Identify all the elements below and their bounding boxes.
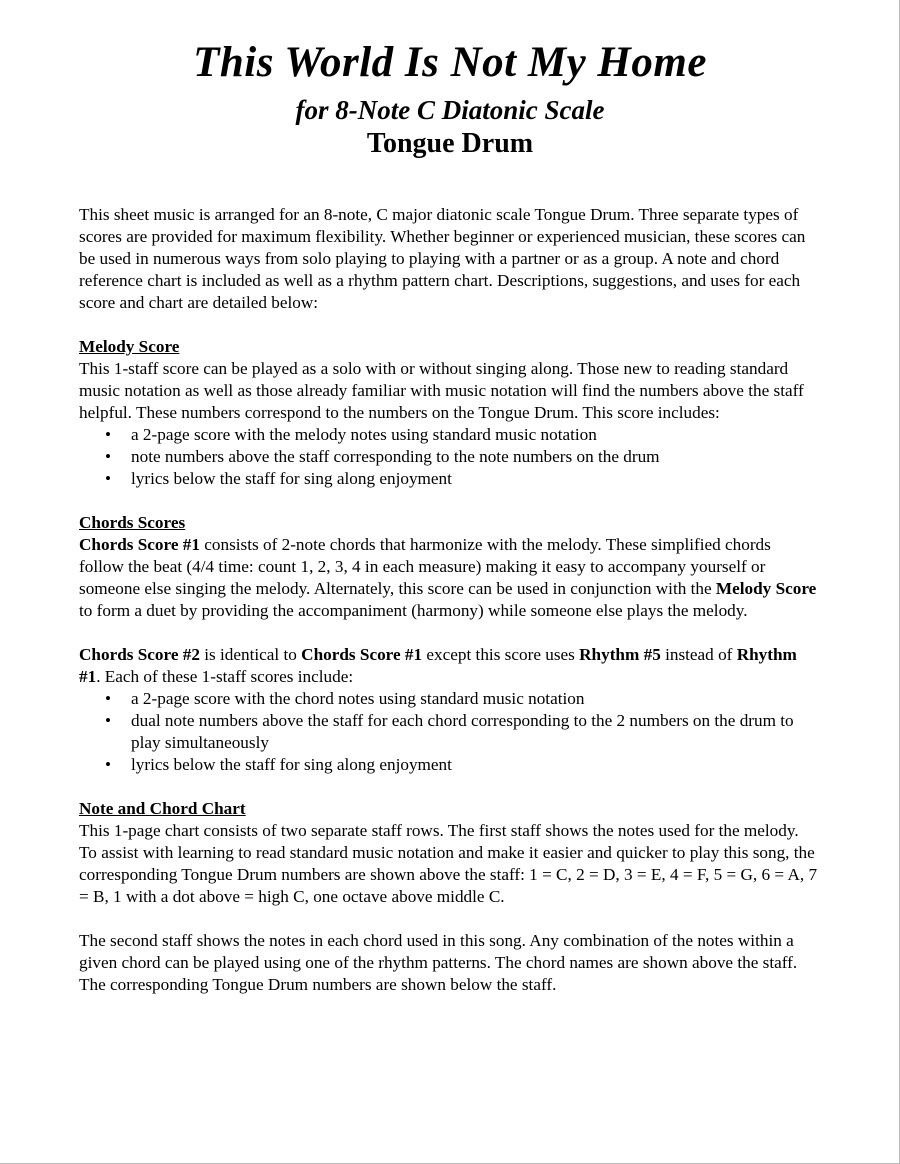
- list-item: • lyrics below the staff for sing along enjoyment: [131, 754, 819, 776]
- bold-term: Chords Score #1: [79, 535, 200, 554]
- list-item: • lyrics below the staff for sing along enjoyment: [131, 468, 819, 490]
- intro-paragraph: This sheet music is arranged for an 8-note, C major diatonic scale Tongue Drum. Three separate types of scores are provided for maximum flexibility. Whether beginner or experienced musician, these scores can be used in numerous ways from solo playing to playing with a partner or as a group. A note and chord reference chart is included as well as a rhythm pattern chart. Descriptions, suggestions, and uses for each score and chart are detailed below:: [79, 205, 806, 312]
- melody-score-heading: Melody Score: [79, 337, 180, 356]
- bold-term: Rhythm #1: [79, 645, 797, 686]
- melody-score-description: This 1-staff score can be played as a solo with or without singing along. Those new to reading standard music notation as well as those already familiar with music notation will find the numbers above the staff helpful. These numbers correspond to the numbers on the Tongue Drum. This score includes:: [79, 359, 804, 422]
- note-chord-chart-paragraph-2: The second staff shows the notes in each chord used in this song. Any combination of the notes within a given chord can be played using one of the rhythm patterns. The chord names are shown above the staff. The corresponding Tongue Drum numbers are shown below the staff.: [79, 931, 798, 994]
- list-item: • dual note numbers above the staff for each chord corresponding to the 2 numbers on the drum to play simultaneously: [131, 710, 819, 754]
- bold-term: Chords Score #2: [79, 645, 200, 664]
- chords-score-list: [79, 688, 819, 776]
- song-title: This World Is Not My Home: [193, 39, 707, 86]
- bold-term: Melody Score: [715, 579, 817, 598]
- list-item: • a 2-page score with the chord notes using standard music notation: [131, 688, 819, 710]
- instrument-name: Tongue Drum: [366, 128, 534, 159]
- list-item: • a 2-page score with the melody notes using standard music notation: [131, 424, 819, 446]
- note-chord-chart-paragraph-1: This 1-page chart consists of two separate staff rows. The first staff shows the notes used for the melody. To assist with learning to read standard music notation and make it easier and quicker to play this song, the corresponding Tongue Drum numbers are shown above the staff: 1 = C, 2 = D, 3 = E, 4 = F, 5 = G, 6 = A, 7 = B, 1 with a dot above = high C, one octave above middle C.: [79, 821, 818, 906]
- document-body: [79, 204, 819, 996]
- melody-score-list: [79, 424, 819, 490]
- bold-term: Chords Score #1: [301, 645, 423, 664]
- chords-score-1-paragraph: Chords Score #1 consists of 2-note chords that harmonize with the melody. These simplified chords follow the beat (4/4 time: count 1, 2, 3, 4 in each measure) making it easy to accompany yourself or someone else singing the melody. Alternately, this score can be used in conjunction with the Melody Score to form a duet by providing the accompaniment (harmony) while someone else plays the melody.: [79, 535, 817, 620]
- chords-scores-heading: Chords Scores: [79, 513, 186, 532]
- list-item: • note numbers above the staff corresponding to the note numbers on the drum: [131, 446, 819, 468]
- chords-score-2-paragraph: Chords Score #2 is identical to Chords Score #1 except this score uses Rhythm #5 instead of Rhythm #1. Each of these 1-staff scores include:: [79, 645, 797, 686]
- bold-term: Rhythm #5: [579, 645, 661, 664]
- note-chord-chart-heading: Note and Chord Chart: [79, 799, 246, 818]
- scale-subtitle: for 8-Note C Diatonic Scale: [295, 95, 605, 125]
